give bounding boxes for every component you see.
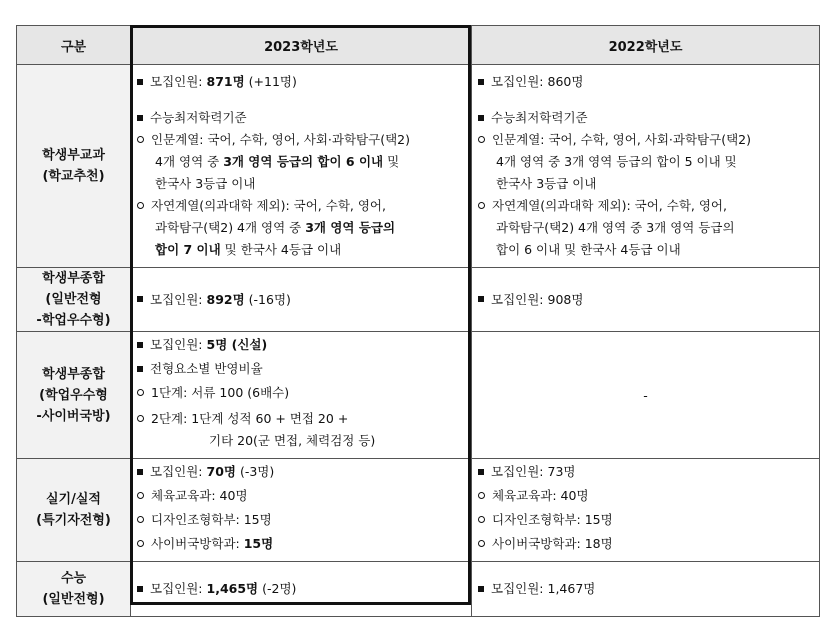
row-general-comprehensive	[17, 268, 820, 332]
square-bullet-icon	[478, 115, 484, 121]
circle-bullet-icon	[137, 136, 144, 143]
cell-2022: 모집인원: 860명 수능최저학력기준 인문계열: 국어, 수학, 영어, 사회·과학탐구(택2) 4개 영역 중 3개 영역 등급의 합이 5 이내 및 한국사 3등급 이내 자연계열(의과대학 제외): 국어, 수학, 영어, 과학탐구(택2) 4개 영역 중 3개 영역 등급의 합이 6 이내 및 한국사 4등급 이내	[472, 65, 820, 268]
recruit-line: 모집인원: 871명 (+11명)	[137, 71, 467, 93]
square-bullet-icon	[137, 586, 143, 592]
cell-2022: 모집인원: 908명	[472, 268, 820, 332]
cell-2023: 모집인원: 70명 (-3명) 체육교육과: 40명 디자인조형학부: 15명 사이버국방학과: 15명	[131, 459, 472, 562]
square-bullet-icon	[137, 115, 143, 121]
cell-2023: 모집인원: 5명 (신설) 전형요소별 반영비율 1단계: 서류 100 (6배수) 2단계: 1단계 성적 60 + 면접 20 + 기타 20(군 면접, 체력검정 등)	[131, 332, 472, 459]
square-bullet-icon	[137, 366, 143, 372]
circle-bullet-icon	[137, 202, 144, 209]
cell-2023: 모집인원: 871명 (+11명) 수능최저학력기준 인문계열: 국어, 수학, 영어, 사회·과학탐구(택2) 4개 영역 중 3개 영역 등급의 합이 6 이내 및 한국사 3등급 이내 자연계열(의과대학 제외): 국어, 수학, 영어, 과학탐구(택2) 4개 영역 중 3개 영역 등급의 합이 7 이내 및 한국사 4등급 이내	[131, 65, 472, 268]
empty-dash: -	[643, 387, 648, 403]
header-2023: 2023학년도	[131, 26, 472, 65]
cell-2022: 모집인원: 1,467명	[472, 562, 820, 617]
square-bullet-icon	[478, 296, 484, 302]
cell-2022: 모집인원: 73명 체육교육과: 40명 디자인조형학부: 15명 사이버국방학과: 18명	[472, 459, 820, 562]
square-bullet-icon	[478, 469, 484, 475]
circle-bullet-icon	[478, 136, 485, 143]
square-bullet-icon	[137, 469, 143, 475]
row-category: 학생부종합 (학업우수형 -사이버국방)	[17, 332, 131, 459]
row-category: 수능 (일반전형)	[17, 562, 131, 617]
square-bullet-icon	[137, 296, 143, 302]
circle-bullet-icon	[137, 516, 144, 523]
row-special-talent	[17, 459, 820, 562]
row-csat-general	[17, 562, 820, 617]
row-category: 학생부교과 (학교추천)	[17, 65, 131, 268]
circle-bullet-icon	[137, 540, 144, 547]
header-2022: 2022학년도	[472, 26, 820, 65]
circle-bullet-icon	[478, 202, 485, 209]
circle-bullet-icon	[137, 492, 144, 499]
circle-bullet-icon	[478, 540, 485, 547]
admission-comparison-table	[16, 25, 820, 617]
square-bullet-icon	[137, 342, 143, 348]
square-bullet-icon	[478, 586, 484, 592]
square-bullet-icon	[137, 79, 143, 85]
header-category: 구분	[17, 26, 131, 65]
row-category: 학생부종합 (일반전형 -학업우수형)	[17, 268, 131, 332]
cell-2022	[472, 332, 820, 459]
row-cyber-defense	[17, 332, 820, 459]
circle-bullet-icon	[137, 389, 144, 396]
cell-2023: 모집인원: 1,465명 (-2명)	[131, 562, 472, 617]
square-bullet-icon	[478, 79, 484, 85]
circle-bullet-icon	[478, 492, 485, 499]
cell-2023: 모집인원: 892명 (-16명)	[131, 268, 472, 332]
row-category: 실기/실적 (특기자전형)	[17, 459, 131, 562]
circle-bullet-icon	[478, 516, 485, 523]
header-row	[17, 26, 820, 65]
circle-bullet-icon	[137, 415, 144, 422]
row-school-recommendation	[17, 65, 820, 268]
